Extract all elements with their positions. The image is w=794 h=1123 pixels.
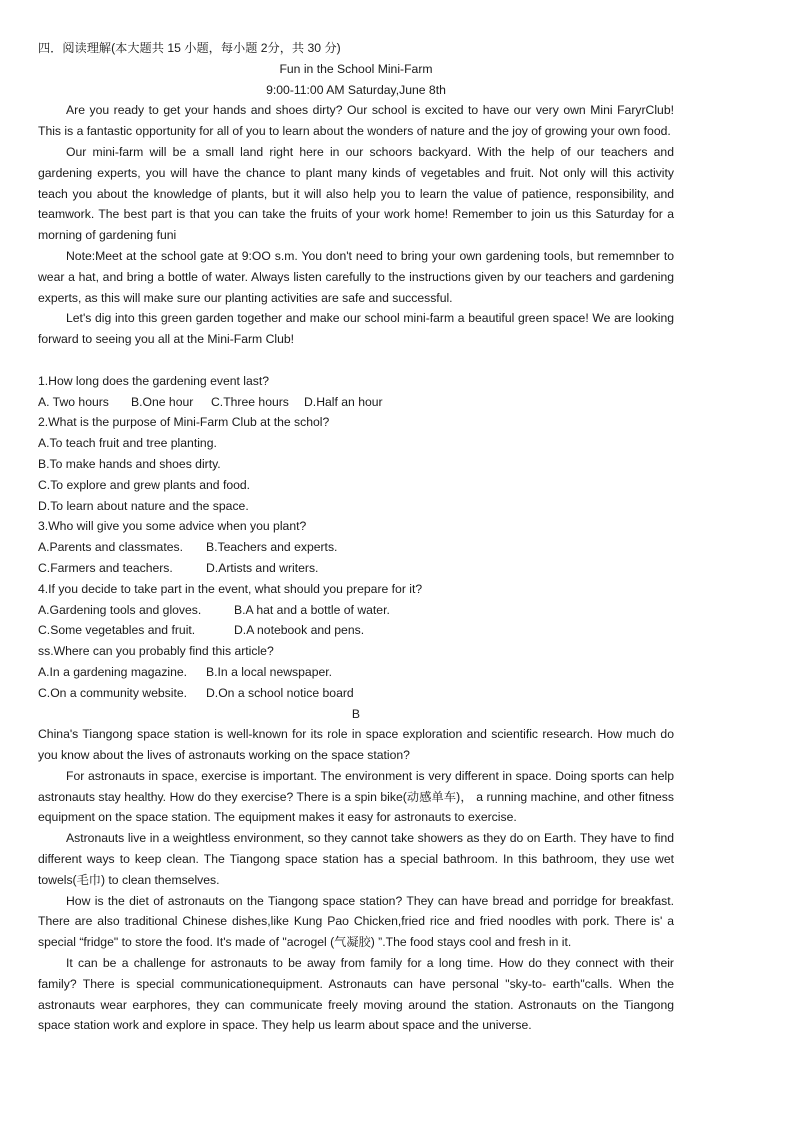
option: C.To explore and grew plants and food. <box>38 477 251 492</box>
question-options <box>38 662 674 683</box>
passage-b-paragraph: How is the diet of astronauts on the Tiangong space station? They can have bread and porridge for breakfast. There are also traditional Chinese dishes,like Kung Pao Chicken,fried rice and fried noodles with pork. There is' a special “fridge" to store the food. It's made of "acrogel (气凝胶) ”.The food stays cool and fresh in it. <box>38 893 674 950</box>
question-options <box>38 537 674 558</box>
passage-a-paragraph: Are you ready to get your hands and shoes dirty? Our school is excited to have our very own Mini FaryrClub! This is a fantastic opportunity for all of you to learn about the wonders of nature and the joy of growing your own food. <box>38 103 674 139</box>
option: A.Gardening tools and gloves. <box>38 602 202 617</box>
passage-b-label: B <box>351 706 361 721</box>
passage-a-paragraph: Let's dig into this green garden together and make our school mini-farm a beautiful green space! We are looking forward to seeing you all at the Mini-Farm Club! <box>38 311 674 347</box>
option: C.On a community website. <box>38 685 188 700</box>
option: B.Teachers and experts. <box>206 540 338 555</box>
question-options <box>38 600 674 621</box>
option: A. Two hours <box>38 394 109 409</box>
passage-b-paragraph: Astronauts live in a weightless environment, so they cannot take showers as they do on Earth. They have to find different ways to keep clean. The Tiangong space station has a special bathroom. In this bathroom, they use wet towels(毛巾) to clean themselves. <box>38 831 674 887</box>
option: C.Farmers and teachers. <box>38 560 173 575</box>
option: B.To make hands and shoes dirty. <box>38 456 221 471</box>
question-options <box>38 392 674 413</box>
spacer <box>38 350 674 371</box>
option: D.Artists and writers. <box>206 560 319 575</box>
option: C.Three hours <box>211 394 289 409</box>
passage-b-paragraph: For astronauts in space, exercise is important. The environment is very different in space. Doing sports can help astronauts stay healthy. How do they exercise? There is a spin bike(动感单车)， a running machine, and other fitness equipment on the space station. The equipment makes it easy for astronauts to exercise. <box>38 768 674 825</box>
passage-a-paragraph: Our mini-farm will be a small land right here in our schoors backyard. With the help of our teachers and gardening experts, you will have the chance to plant many kinds of vegetables and fruit. Not only will this activity teach you about the knowledge of plants, but it will also help you to learn the value of patience, responsibility, and teamwork. The best part is that you can take the fruits of your work home! Remember to join us this Saturday for a morning of gardening funi <box>38 144 674 243</box>
option: A.To teach fruit and tree planting. <box>38 436 217 451</box>
exam-page <box>38 38 674 1036</box>
question-stem: 2.What is the purpose of Mini-Farm Club at the schol? <box>38 415 330 430</box>
question-stem: 3.Who will give you some advice when you plant? <box>38 519 307 534</box>
passage-a-title: Fun in the School Mini-Farm <box>279 61 433 76</box>
option: B.One hour <box>131 394 194 409</box>
question-options <box>38 683 674 704</box>
option: A.Parents and classmates. <box>38 540 183 555</box>
passage-b-paragraph: It can be a challenge for astronauts to be away from family for a long time. How do they connect with their family? There is special communicationequipment. Astronauts can have personal "sky-to- earth"calls. When the astronauts wear earphores, they can communicate freely moving around the station. Astronauts on the Tiangong space station work and explore in space. They help us learm about space and the universe. <box>38 956 674 1033</box>
option: C.Some vegetables and fruit. <box>38 623 196 638</box>
option: D.Half an hour <box>304 394 383 409</box>
option: D.On a school notice board <box>206 685 354 700</box>
option: B.In a local newspaper. <box>206 664 333 679</box>
question-stem: 4.If you decide to take part in the event, what should you prepare for it? <box>38 581 423 596</box>
question-options <box>38 558 674 579</box>
option: D.To learn about nature and the space. <box>38 498 249 513</box>
section-header: 四．阅读理解(本大题共 15 小题，每小题 2分，共 30 分) <box>38 41 341 55</box>
passage-a-paragraph: Note:Meet at the school gate at 9:OO s.m. You don't need to bring your own gardening tools, but rememnber to wear a hat, and bring a bottle of water. Always listen carefully to the instructions given by our teachers and gardening experts, as this will make sure our planting activities are safe and successful. <box>38 248 674 305</box>
option: A.In a gardening magazine. <box>38 664 188 679</box>
question-options <box>38 620 674 641</box>
question-stem: ss.Where can you probably find this article? <box>38 644 274 659</box>
option: B.A hat and a bottle of water. <box>234 602 390 617</box>
passage-b-intro: China's Tiangong space station is well-known for its role in space exploration and scientific research. How much do you know about the lives of astronauts working on the space station? <box>38 727 674 763</box>
passage-a-subtitle: 9:00-11:00 AM Saturday,June 8th <box>266 82 446 97</box>
option: D.A notebook and pens. <box>234 623 365 638</box>
question-stem: 1.How long does the gardening event last? <box>38 373 270 388</box>
